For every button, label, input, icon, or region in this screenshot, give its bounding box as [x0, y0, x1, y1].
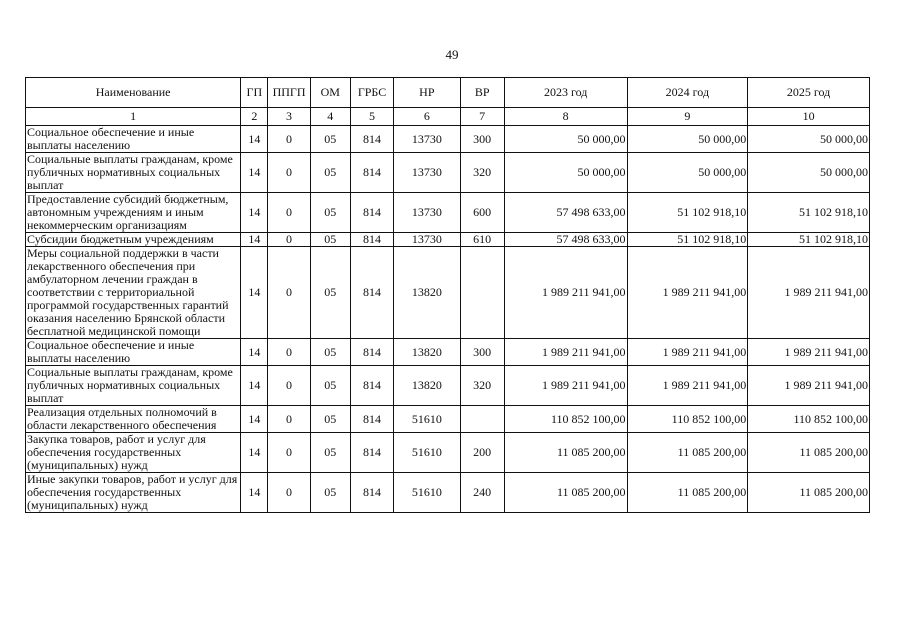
row-vr: 300	[460, 126, 504, 153]
column-number: 5	[350, 108, 393, 126]
row-amount-2025: 51 102 918,10	[748, 233, 870, 247]
row-ppgp: 0	[268, 473, 310, 513]
header-2025: 2025 год	[748, 78, 870, 108]
row-amount-2023: 50 000,00	[504, 126, 627, 153]
column-number: 7	[460, 108, 504, 126]
row-vr: 300	[460, 339, 504, 366]
row-amount-2025: 11 085 200,00	[748, 473, 870, 513]
row-name: Реализация отдельных полномочий в области лекарственного обеспечения	[26, 406, 241, 433]
row-ppgp: 0	[268, 153, 310, 193]
row-amount-2024: 1 989 211 941,00	[627, 247, 748, 339]
table-row	[26, 233, 870, 247]
row-om: 05	[310, 473, 350, 513]
table-row	[26, 406, 870, 433]
row-nr: 13730	[394, 126, 460, 153]
table-row	[26, 339, 870, 366]
row-ppgp: 0	[268, 366, 310, 406]
row-gp: 14	[241, 193, 268, 233]
column-number: 8	[504, 108, 627, 126]
table-row	[26, 153, 870, 193]
row-om: 05	[310, 193, 350, 233]
row-nr: 13730	[394, 233, 460, 247]
row-amount-2025: 1 989 211 941,00	[748, 339, 870, 366]
row-gp: 14	[241, 233, 268, 247]
row-amount-2024: 1 989 211 941,00	[627, 339, 748, 366]
table-row	[26, 126, 870, 153]
row-grbs: 814	[350, 406, 393, 433]
row-nr: 51610	[394, 406, 460, 433]
header-gp: ГП	[241, 78, 268, 108]
column-number: 6	[394, 108, 460, 126]
table-row	[26, 433, 870, 473]
table-row	[26, 193, 870, 233]
row-amount-2023: 50 000,00	[504, 153, 627, 193]
row-gp: 14	[241, 473, 268, 513]
table-row	[26, 366, 870, 406]
row-nr: 51610	[394, 433, 460, 473]
row-nr: 13730	[394, 193, 460, 233]
row-grbs: 814	[350, 433, 393, 473]
row-nr: 13820	[394, 247, 460, 339]
row-gp: 14	[241, 247, 268, 339]
row-name: Иные закупки товаров, работ и услуг для обеспечения государственных (муниципальных) нужд	[26, 473, 241, 513]
row-name: Предоставление субсидий бюджетным, автономным учреждениям и иным некоммерческим организациям	[26, 193, 241, 233]
row-amount-2024: 11 085 200,00	[627, 473, 748, 513]
row-grbs: 814	[350, 247, 393, 339]
row-vr: 320	[460, 153, 504, 193]
column-number: 3	[268, 108, 310, 126]
row-ppgp: 0	[268, 126, 310, 153]
row-om: 05	[310, 233, 350, 247]
header-grbs: ГРБС	[350, 78, 393, 108]
row-amount-2024: 110 852 100,00	[627, 406, 748, 433]
row-nr: 13820	[394, 339, 460, 366]
header-om: ОМ	[310, 78, 350, 108]
row-vr: 200	[460, 433, 504, 473]
row-gp: 14	[241, 366, 268, 406]
row-amount-2023: 1 989 211 941,00	[504, 366, 627, 406]
row-amount-2024: 1 989 211 941,00	[627, 366, 748, 406]
row-amount-2025: 51 102 918,10	[748, 193, 870, 233]
column-number: 10	[748, 108, 870, 126]
row-vr: 610	[460, 233, 504, 247]
row-amount-2023: 57 498 633,00	[504, 193, 627, 233]
row-amount-2023: 1 989 211 941,00	[504, 339, 627, 366]
row-grbs: 814	[350, 473, 393, 513]
row-gp: 14	[241, 339, 268, 366]
row-amount-2023: 11 085 200,00	[504, 433, 627, 473]
header-2023: 2023 год	[504, 78, 627, 108]
header-2024: 2024 год	[627, 78, 748, 108]
header-ppgp: ППГП	[268, 78, 310, 108]
row-vr	[460, 247, 504, 339]
row-amount-2024: 11 085 200,00	[627, 433, 748, 473]
row-gp: 14	[241, 153, 268, 193]
row-ppgp: 0	[268, 433, 310, 473]
row-grbs: 814	[350, 366, 393, 406]
row-amount-2024: 51 102 918,10	[627, 233, 748, 247]
row-ppgp: 0	[268, 406, 310, 433]
row-gp: 14	[241, 126, 268, 153]
row-nr: 51610	[394, 473, 460, 513]
row-gp: 14	[241, 406, 268, 433]
budget-table	[25, 77, 870, 513]
row-amount-2025: 1 989 211 941,00	[748, 366, 870, 406]
row-gp: 14	[241, 433, 268, 473]
table-row	[26, 473, 870, 513]
row-name: Субсидии бюджетным учреждениям	[26, 233, 241, 247]
row-grbs: 814	[350, 193, 393, 233]
row-amount-2025: 50 000,00	[748, 153, 870, 193]
header-nr: НР	[394, 78, 460, 108]
row-name: Закупка товаров, работ и услуг для обеспечения государственных (муниципальных) нужд	[26, 433, 241, 473]
column-number: 9	[627, 108, 748, 126]
row-name: Социальные выплаты гражданам, кроме публичных нормативных социальных выплат	[26, 366, 241, 406]
row-om: 05	[310, 126, 350, 153]
row-grbs: 814	[350, 126, 393, 153]
row-amount-2023: 11 085 200,00	[504, 473, 627, 513]
row-amount-2025: 1 989 211 941,00	[748, 247, 870, 339]
row-amount-2025: 11 085 200,00	[748, 433, 870, 473]
row-amount-2024: 50 000,00	[627, 153, 748, 193]
row-name: Социальное обеспечение и иные выплаты населению	[26, 126, 241, 153]
row-grbs: 814	[350, 233, 393, 247]
row-grbs: 814	[350, 339, 393, 366]
row-om: 05	[310, 366, 350, 406]
row-amount-2023: 1 989 211 941,00	[504, 247, 627, 339]
column-number-row	[26, 108, 870, 126]
row-ppgp: 0	[268, 247, 310, 339]
row-grbs: 814	[350, 153, 393, 193]
header-vr: ВР	[460, 78, 504, 108]
table-row	[26, 247, 870, 339]
row-om: 05	[310, 153, 350, 193]
page-number: 49	[445, 47, 459, 62]
row-vr: 240	[460, 473, 504, 513]
row-nr: 13820	[394, 366, 460, 406]
row-ppgp: 0	[268, 233, 310, 247]
row-nr: 13730	[394, 153, 460, 193]
row-amount-2024: 51 102 918,10	[627, 193, 748, 233]
column-number: 2	[241, 108, 268, 126]
row-amount-2024: 50 000,00	[627, 126, 748, 153]
row-name: Социальные выплаты гражданам, кроме публичных нормативных социальных выплат	[26, 153, 241, 193]
row-vr: 320	[460, 366, 504, 406]
header-name: Наименование	[26, 78, 241, 108]
row-name: Меры социальной поддержки в части лекарственного обеспечения при амбулаторном лечении граждан в соответствии с территориальной программой государственных гарантий оказания населению Брянской области бесплатной медицинской помощи	[26, 247, 241, 339]
row-amount-2023: 57 498 633,00	[504, 233, 627, 247]
row-amount-2025: 50 000,00	[748, 126, 870, 153]
row-vr	[460, 406, 504, 433]
header-row	[26, 78, 870, 108]
row-amount-2023: 110 852 100,00	[504, 406, 627, 433]
row-om: 05	[310, 406, 350, 433]
row-vr: 600	[460, 193, 504, 233]
column-number: 1	[26, 108, 241, 126]
row-ppgp: 0	[268, 193, 310, 233]
row-ppgp: 0	[268, 339, 310, 366]
row-om: 05	[310, 247, 350, 339]
row-name: Социальное обеспечение и иные выплаты населению	[26, 339, 241, 366]
row-amount-2025: 110 852 100,00	[748, 406, 870, 433]
row-om: 05	[310, 433, 350, 473]
column-number: 4	[310, 108, 350, 126]
row-om: 05	[310, 339, 350, 366]
